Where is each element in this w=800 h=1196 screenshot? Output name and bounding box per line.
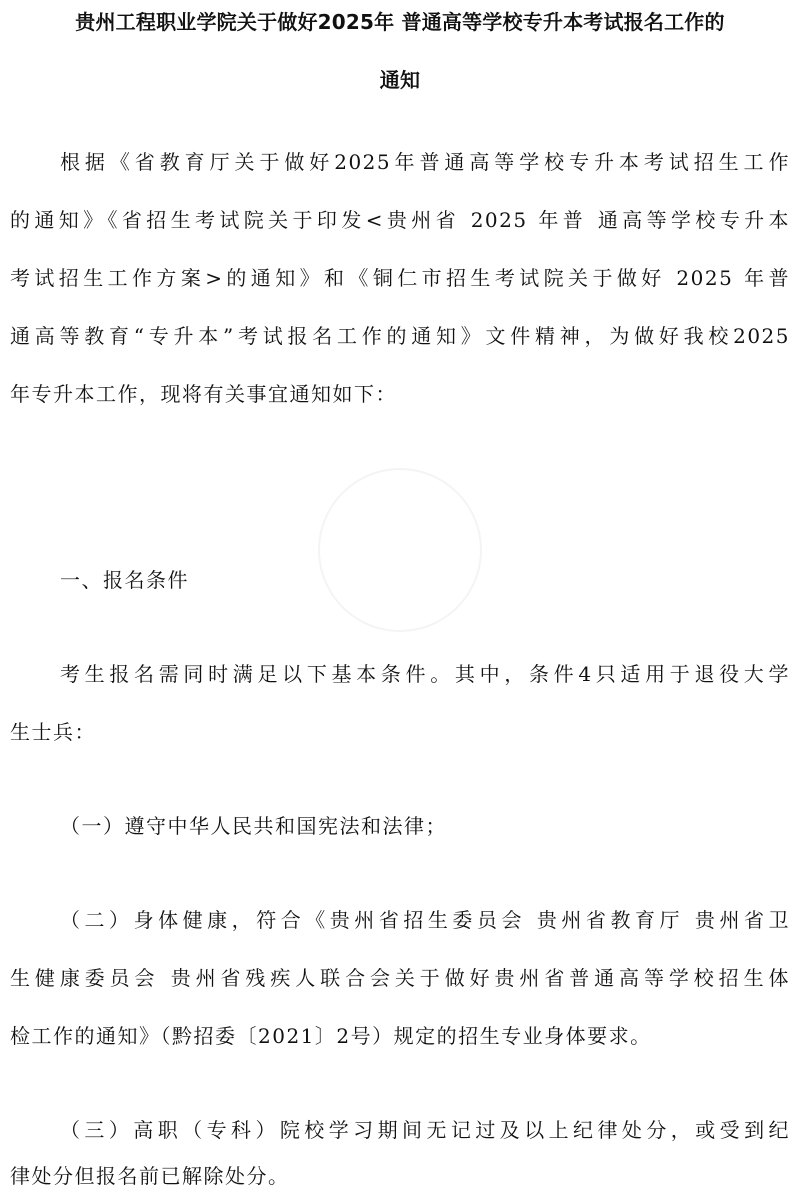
section-heading-registration-conditions: 一、报名条件 [60,568,189,592]
seal-watermark [318,468,482,632]
intro-line-2: 的通知》《省招生考试院关于印发<贵州省 2025 年普 通高等学校专升本 [10,208,790,232]
condition-item-2-line-1: （二）身体健康，符合《贵州省招生委员会 贵州省教育厅 贵州省卫 [60,908,790,932]
notice-title-line-1: 贵州工程职业学院关于做好2025年 普通高等学校专升本考试报名工作的 [75,10,725,34]
conditions-intro-line-1: 考生报名需同时满足以下基本条件。其中，条件4只适用于退役大学 [60,662,790,686]
intro-line-4: 通高等教育“专升本”考试报名工作的通知》文件精神，为做好我校2025 [10,324,790,348]
intro-line-1: 根据《省教育厅关于做好2025年普通高等学校专升本考试招生工作 [60,150,790,174]
condition-item-3-line-2: 律处分但报名前已解除处分。 [10,1164,290,1188]
intro-line-5: 年专升本工作，现将有关事宜通知如下： [10,382,397,406]
condition-item-1: （一）遵守中华人民共和国宪法和法律； [60,814,447,838]
condition-item-3-line-1: （三）高职（专科）院校学习期间无记过及以上纪律处分，或受到纪 [60,1118,790,1142]
intro-line-3: 考试招生工作方案>的通知》和《铜仁市招生考试院关于做好 2025 年普 [10,266,790,290]
condition-item-2-line-3: 检工作的通知》（黔招委〔2021〕2号）规定的招生专业身体要求。 [10,1024,652,1048]
conditions-intro-line-2: 生士兵： [10,720,96,744]
condition-item-2-line-2: 生健康委员会 贵州省残疾人联合会关于做好贵州省普通高等学校招生体 [10,966,790,990]
notice-title-line-2: 通知 [379,68,421,92]
